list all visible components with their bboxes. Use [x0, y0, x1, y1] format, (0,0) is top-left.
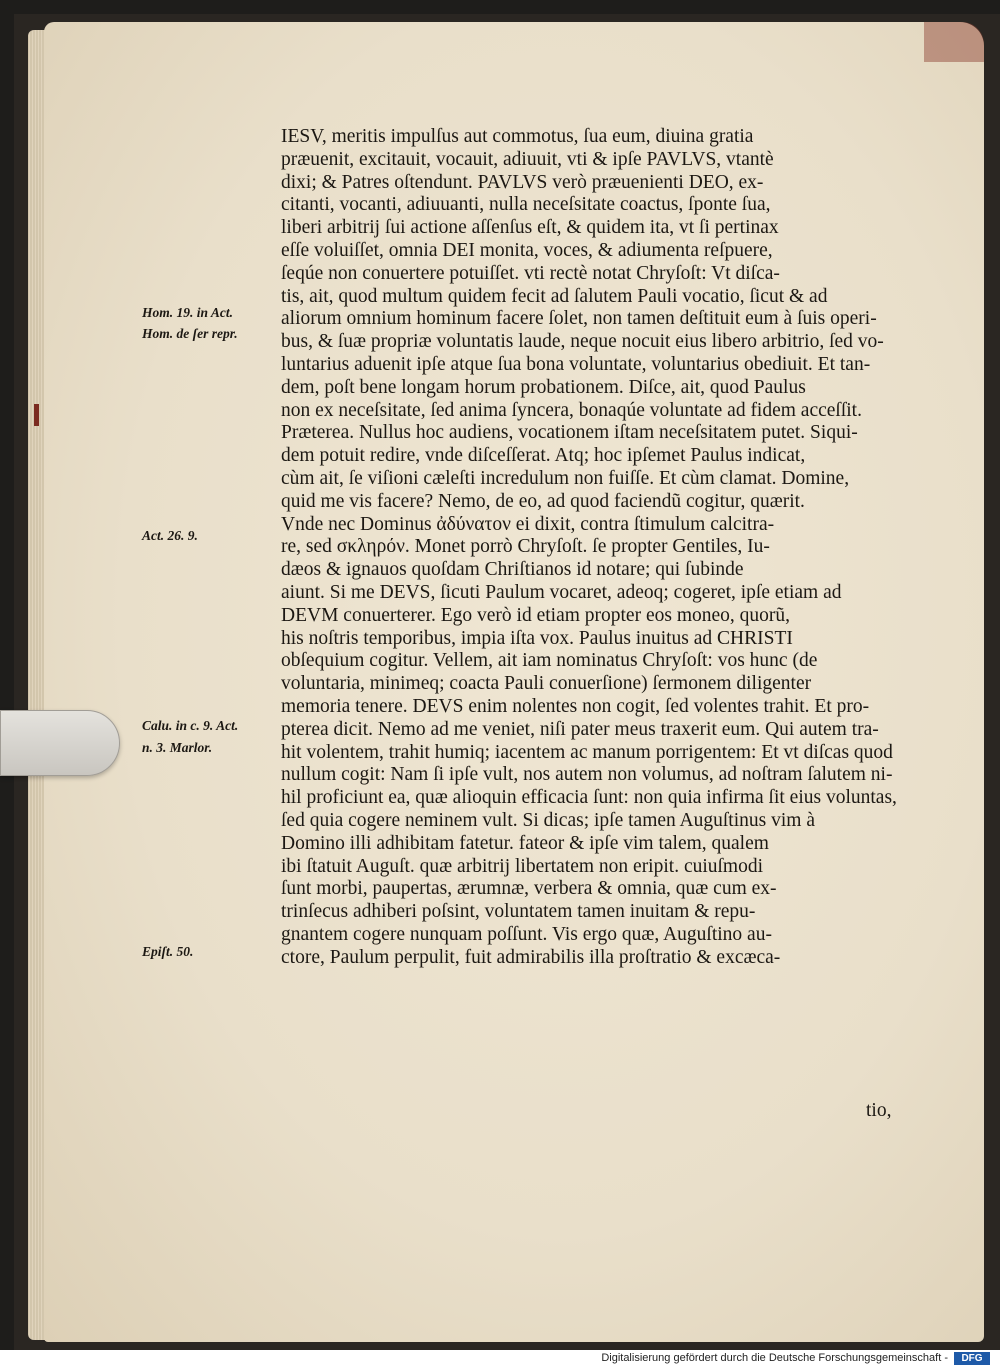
text-line: ſeqúe non conuertere potuiſſet. vti rectè notat Chryſoſt: Vt diſca- [281, 262, 780, 284]
text-line: dæos & ignauos quoſdam Chriſtianos id notare; qui ſubinde [281, 559, 744, 581]
text-line: dem, poſt bene longam horum probationem. Diſce, ait, quod Paulus [281, 376, 806, 398]
text-line: quid me vis facere? Nemo, de eo, ad quod faciendũ cogitur, quærit. [281, 490, 805, 512]
text-line: nullum cogit: Nam ſi ipſe vult, nos autem non volumus, ad noſtram ſalutem ni- [281, 764, 893, 786]
text-line: dixi; & Patres oſtendunt. PAVLVS verò præuenienti DEO, ex- [281, 171, 764, 193]
text-line: Domino illi adhibitam fatetur. fateor & ipſe vim talem, qualem [281, 832, 769, 854]
text-line: præuenit, excitauit, vocauit, adiuuit, vti & ipſe PAVLVS, vtantè [281, 148, 774, 170]
text-line: Præterea. Nullus hoc audiens, vocationem iſtam neceſsitatem putet. Siqui- [281, 422, 858, 444]
margin-note: Hom. 19. in Act. [142, 305, 234, 320]
text-line: ſed quia cogere neminem vult. Si dicas; ipſe tamen Auguſtinus vim à [281, 809, 815, 831]
text-line: hil proficiunt ea, quæ alioquin efficacia ſunt: non quia infirma ſit eius voluntas, [281, 787, 897, 809]
margin-note: Act. 26. 9. [142, 528, 198, 543]
main-text-block [281, 126, 909, 969]
margin-note: Epiſt. 50. [142, 944, 194, 959]
text-line: voluntaria, minimeq; coacta Pauli conuerſione) ſermonem diligenter [281, 673, 812, 695]
text-line: re, sed σκληρόν. Monet porrò Chryſoſt. ſe propter Gentiles, Iu- [281, 536, 770, 558]
text-line: IESV, meritis impulſus aut commotus, ſua eum, diuina gratia [281, 126, 754, 147]
text-line: memoria tenere. DEVS enim nolentes non cogit, ſed volentes trahit. Et pro- [281, 695, 870, 717]
red-page-marker [34, 404, 39, 426]
text-line: cùm ait, ſe viſioni cæleſti incredulum non fuiſſe. Et cùm clamat. Domine, [281, 467, 850, 489]
text-line: bus, & ſuæ propriæ voluntatis laude, neque nocuit eius libero arbitrio, ſed vo- [281, 331, 884, 353]
margin-note: n. 3. Marlor. [142, 740, 213, 755]
dfg-logo-icon: DFG [954, 1352, 990, 1365]
text-line: ctore, Paulum perpulit, fuit admirabilis illa proſtratio & excæca- [281, 946, 781, 968]
text-line: luntarius aduenit ipſe atque ſua bona voluntate, voluntarius obediuit. Et tan- [281, 353, 871, 375]
margin-note: Calu. in c. 9. Act. [142, 718, 239, 733]
text-line: pterea dicit. Nemo ad me veniet, niſi pater meus traxerit eum. Qui autem tra- [281, 718, 879, 740]
text-line: dem potuit redire, vnde diſceſſerat. Atq; hoc ipſemet Paulus indicat, [281, 445, 806, 467]
text-line: DEVM conuerterer. Ego verò id etiam propter eos moneo, quorũ, [281, 604, 791, 626]
text-line: non ex neceſsitate, ſed anima ſyncera, bonaqúe voluntate ad fidem acceſſit. [281, 399, 862, 421]
text-line: trinſecus adhiberi poſsint, voluntatem tamen inuitam & repu- [281, 901, 756, 923]
text-line: tis, ait, quod multum quidem fecit ad ſalutem Pauli vocatio, ſicut & ad [281, 285, 828, 307]
text-line: obſequium cogitur. Vellem, ait iam nominatus Chryſoſt: vos hunc (de [281, 650, 818, 672]
footer-bar [0, 1350, 1000, 1368]
text-line: hit volentem, trahit humiq; iacentem ac manum porrigentem: Et vt diſcas quod [281, 741, 893, 763]
text-line: ſunt morbi, paupertas, ærumnæ, verbera & omnia, quæ cum ex- [281, 878, 777, 900]
text-line: liberi arbitrij ſui actione aſſenſus eſt, & quidem ita, vt ſi pertinax [281, 217, 779, 239]
margin-note: Hom. de ſer repr. [142, 326, 238, 341]
text-line: eſſe voluiſſet, omnia DEI monita, voces, & adiumenta reſpuere, [281, 239, 773, 261]
page-clip-icon [0, 710, 120, 776]
text-line: aliorum omnium hominum facere ſolet, non tamen deſtituit eum à ſuis operi- [281, 308, 877, 330]
funding-credit: Digitalisierung gefördert durch die Deutsche Forschungsgemeinschaft - [601, 1352, 948, 1364]
text-line: gnantem cogere nunquam poſſunt. Vis ergo quæ, Auguſtino au- [281, 923, 772, 945]
text-line: his noſtris temporibus, impia iſta vox. Paulus inuitus ad CHRISTI [281, 627, 793, 649]
text-line: ibi ſtatuit Auguſt. quæ arbitrij libertatem non eripit. cuiuſmodi [281, 855, 764, 877]
catchword: tio, [866, 1100, 892, 1121]
page-corner [924, 22, 984, 62]
text-line: aiunt. Si me DEVS, ſicuti Paulum vocaret, adeoq; cogeret, ipſe etiam ad [281, 581, 842, 603]
text-line: Vnde nec Dominus ἀδύνατον ei dixit, contra ſtimulum calcitra- [281, 513, 775, 535]
text-line: citanti, vocanti, adiuuanti, nulla neceſsitate coactus, ſponte ſua, [281, 194, 771, 216]
